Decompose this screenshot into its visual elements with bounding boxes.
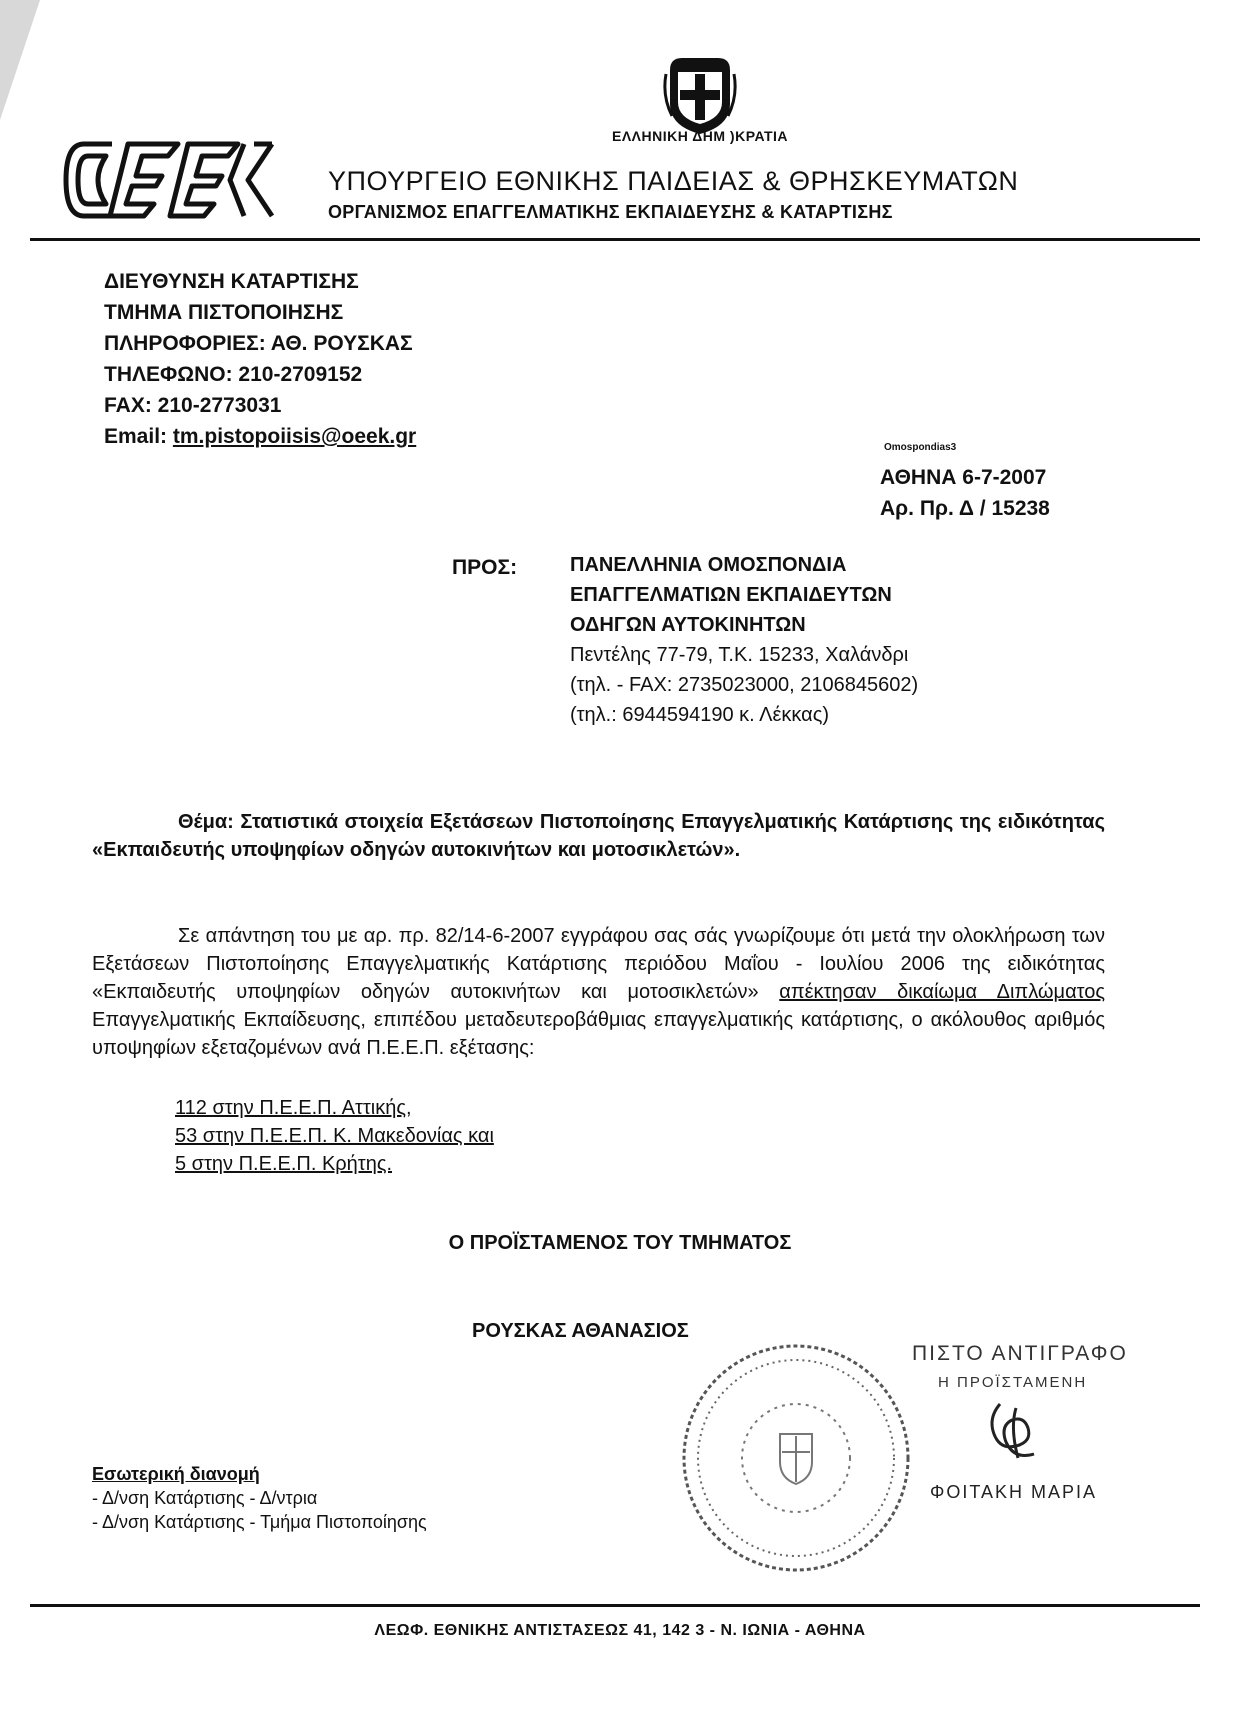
results-list [175, 1094, 494, 1178]
directorate: ΔΙΕΥΘΥΝΣΗ ΚΑΤΑΡΤΙΣΗΣ [104, 270, 359, 293]
body-text-2: Επαγγελματικής Εκπαίδευσης, επιπέδου μεταδευτεροβάθμιας επαγγελματικής κατάρτισης, ο ακόλουθος αριθμός υποψηφίων εξεταζομένων ανά Π.Ε.Ε.Π. εξέτασης: [92, 1009, 1105, 1059]
recipient-line: ΠΑΝΕΛΛΗΝΙΑ ΟΜΟΣΠΟΝΔΙΑ [570, 554, 847, 576]
subject-label: Θέμα: [178, 811, 234, 833]
distribution-item: - Δ/νση Κατάρτισης - Δ/ντρια [92, 1488, 318, 1508]
recipient-block [570, 550, 918, 730]
internal-distribution-title: Εσωτερική διανομή [92, 1464, 260, 1484]
republic-label: ΕΛΛΗΝΙΚΗ ΔΗΜ )ΚΡΑΤΙΑ [611, 128, 788, 144]
footer-rule [30, 1604, 1200, 1607]
list-item: 5 στην Π.Ε.Ε.Π. Κρήτης. [175, 1153, 393, 1175]
header-rule [30, 238, 1200, 241]
fax: FAX: 210-2773031 [104, 394, 282, 417]
certified-copy-label: ΠΙΣΤΟ ΑΝΤΙΓΡΑΦΟ [912, 1342, 1128, 1365]
phone: ΤΗΛΕΦΩΝΟ: 210-2709152 [104, 363, 363, 386]
email-link[interactable]: tm.pistopoiisis@oeek.gr [172, 425, 417, 448]
recipient-phone: (τηλ.: 6944594190 κ. Λέκκας) [570, 704, 830, 726]
list-item: 112 στην Π.Ε.Ε.Π. Αττικής, [175, 1097, 412, 1119]
body-text-1: Σε απάντηση του με αρ. πρ. 82/14-6-2007 εγγράφου σας σάς γνωρίζουμε ότι μετά την ολοκλήρωση των Εξετάσεων Πιστοποίησης Επαγγελματικής Κατάρτισης περιόδου Μαΐου - Ιουλίου 2006 της ειδικότητας «Εκπαιδευτής υποψηφίων οδηγών αυτοκινήτων και μοτοσικλετών» [92, 925, 1105, 1003]
department: ΤΜΗΜΑ ΠΙΣΤΟΠΟΙΗΣΗΣ [104, 301, 344, 324]
recipient-line: ΟΔΗΓΩΝ ΑΥΤΟΚΙΝΗΤΩΝ [570, 614, 806, 636]
contact-info: ΠΛΗΡΟΦΟΡΙΕΣ: ΑΘ. ΡΟΥΣΚΑΣ [104, 332, 413, 355]
protocol-number: Αρ. Πρ. Δ / 15238 [880, 497, 1050, 520]
footer-address: ΛΕΩΦ. ΕΘΝΙΚΗΣ ΑΝΤΙΣΤΑΣΕΩΣ 41, 142 3 - Ν. ΙΩΝΙΑ - ΑΘΗΝΑ [374, 1622, 866, 1639]
recipient-address: Πεντέλης 77-79, Τ.Κ. 15233, Χαλάνδρι [570, 644, 909, 666]
sender-block [104, 266, 416, 452]
recipient-label: ΠΡΟΣ: [452, 556, 518, 579]
recipient-line: ΕΠΑΓΓΕΛΜΑΤΙΩΝ ΕΚΠΑΙΔΕΥΤΩΝ [570, 584, 892, 606]
email-line [104, 421, 416, 452]
certified-copy-name: ΦΟΙΤΑΚΗ ΜΑΡΙΑ [930, 1482, 1098, 1502]
place-date: ΑΘΗΝΑ 6-7-2007 [880, 466, 1047, 489]
list-item: 53 στην Π.Ε.Ε.Π. Κ. Μακεδονίας και [175, 1125, 494, 1147]
organization-name: ΟΡΓΑΝΙΣΜΟΣ ΕΠΑΓΓΕΛΜΑΤΙΚΗΣ ΕΚΠΑΙΔΕΥΣΗΣ & ΚΑΤΑΡΤΙΣΗΣ [328, 202, 893, 222]
recipient-phone-fax: (τηλ. - FAX: 2735023000, 2106845602) [570, 674, 919, 696]
oeek-logo [58, 132, 278, 228]
body-paragraph [92, 922, 1105, 1062]
coat-of-arms-icon [662, 52, 738, 138]
official-seal-stamp [676, 1338, 916, 1578]
ministry-name: ΥΠΟΥΡΓΕΙΟ ΕΘΝΙΚΗΣ ΠΑΙΔΕΙΑΣ & ΘΡΗΣΚΕΥΜΑΤΩΝ [328, 166, 1019, 196]
subject [92, 808, 1105, 864]
signatory-name: ΡΟΥΣΚΑΣ ΑΘΑΝΑΣΙΟΣ [472, 1320, 689, 1342]
date-block [880, 462, 1050, 524]
body-text-underlined: απέκτησαν δικαίωμα Διπλώματος [779, 981, 1106, 1003]
signatory-title: Ο ΠΡΟΪΣΤΑΜΕΝΟΣ ΤΟΥ ΤΜΗΜΑΤΟΣ [448, 1232, 792, 1254]
handwritten-signature [970, 1398, 1060, 1468]
subject-text: Στατιστικά στοιχεία Εξετάσεων Πιστοποίησης Επαγγελματικής Κατάρτισης της ειδικότητας «Εκπαιδευτής υποψηφίων οδηγών αυτοκινήτων και μοτοσικλετών». [92, 811, 1105, 861]
internal-distribution [92, 1462, 427, 1534]
scan-corner-shadow [0, 0, 60, 140]
email-label: Email: [104, 425, 168, 448]
distribution-item: - Δ/νση Κατάρτισης - Τμήμα Πιστοποίησης [92, 1512, 427, 1532]
certified-copy-role: Η ΠΡΟΪΣΤΑΜΕΝΗ [938, 1374, 1088, 1391]
reference-note: Omospondias3 [884, 442, 957, 453]
